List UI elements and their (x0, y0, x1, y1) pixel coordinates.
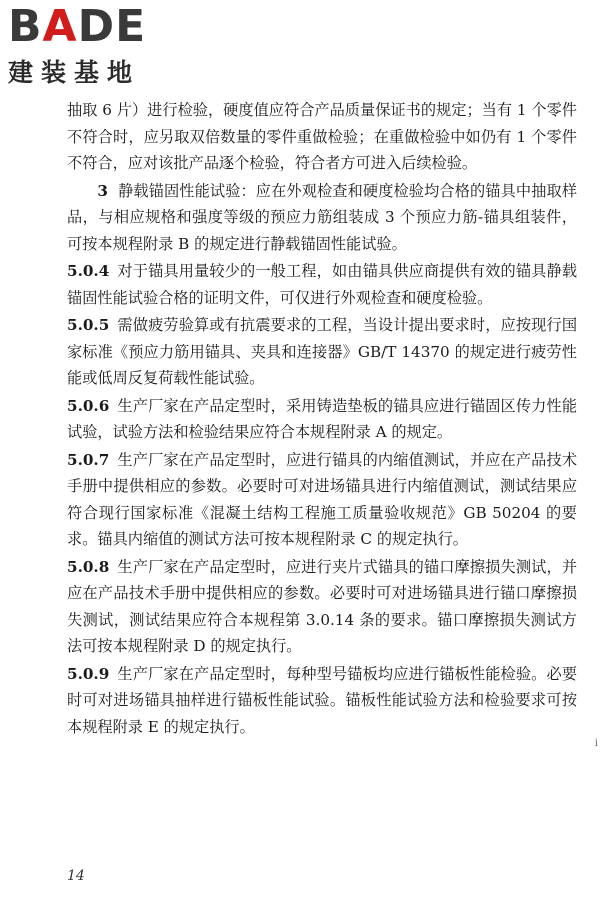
clause-5-0-9 (67, 661, 577, 741)
logo-letter-b: B (8, 1, 43, 52)
clause-5-0-4 (67, 258, 577, 311)
paragraph-text: 静载锚固性能试验：应在外观检查和硬度检验均合格的锚具中抽取样品，与相应规格和强度等级的预应力筋组装成 3 个预应力筋-锚具组装件，可按本规程附录 B 的规定进行静载锚固性能试验。 (67, 181, 577, 253)
page-number: 14 (67, 868, 85, 884)
margin-mark: i (594, 738, 598, 749)
clause-number: 5.0.5 (67, 316, 110, 334)
clause-number: 5.0.8 (67, 557, 110, 576)
paragraph-item-3 (67, 178, 577, 258)
paragraph-text: 生产厂家在产品定型时，采用铸造垫板的锚具应进行锚固区传力性能试验，试验方法和检验结果应符合本规程附录 A 的规定。 (67, 396, 577, 441)
paragraph-text: 生产厂家在产品定型时，应进行锚具的内缩值测试，并应在产品技术手册中提供相应的参数。必要时可对进场锚具进行内缩值测试，测试结果应符合现行国家标准《混凝土结构工程施工质量验收规范》GB 50204 的要求。锚具内缩值的测试方法可按本规程附录 C 的规定执行。 (67, 450, 577, 548)
paragraph-text: 生产厂家在产品定型时，应进行夹片式锚具的锚口摩擦损失测试，并应在产品技术手册中提供相应的参数。必要时可对进场锚具进行锚口摩擦损失测试，测试结果应符合本规程第 3.0.14 条的要求。锚口摩擦损失测试方法可按本规程附录 D 的规定执行。 (67, 557, 577, 655)
paragraph-text: 抽取 6 片）进行检验，硬度值应符合产品质量保证书的规定；当有 1 个零件不符合时，应另取双倍数量的零件重做检验；在重做检验中如仍有 1 个零件不符合，应对该批产品逐个检验，符合者方可进入后续检验。 (67, 101, 577, 172)
clause-number: 5.0.6 (67, 396, 110, 415)
clause-5-0-8 (67, 554, 577, 660)
clause-number: 5.0.9 (67, 664, 110, 683)
paragraph-text: 需做疲劳验算或有抗震要求的工程，当设计提出要求时，应按现行国家标准《预应力筋用锚具、夹具和连接器》GB/T 14370 的规定进行疲劳性能或低周反复荷载性能试验。 (67, 316, 577, 387)
logo-letters-de: DE (77, 1, 147, 52)
paragraph-continued (67, 97, 577, 177)
item-number: 3 (97, 181, 108, 200)
logo-letter-a-accent: A (42, 1, 78, 52)
clause-5-0-7 (67, 447, 577, 553)
clause-5-0-6 (67, 393, 577, 446)
document-body (67, 97, 577, 741)
paragraph-text: 对于锚具用量较少的一般工程，如由锚具供应商提供有效的锚具静载锚固性能试验合格的证明文件，可仅进行外观检查和硬度检验。 (67, 262, 577, 307)
logo-subtitle: 建装基地 (8, 58, 141, 87)
paragraph-text: 生产厂家在产品定型时，每种型号锚板均应进行锚板性能检验。必要时可对进场锚具抽样进行锚板性能试验。锚板性能试验方法和检验要求可按本规程附录 E 的规定执行。 (67, 664, 577, 736)
bade-logo (8, 1, 178, 92)
logo-wordmark (8, 1, 178, 52)
clause-5-0-5 (67, 312, 577, 392)
clause-number: 5.0.4 (67, 262, 110, 280)
clause-number: 5.0.7 (67, 450, 110, 469)
